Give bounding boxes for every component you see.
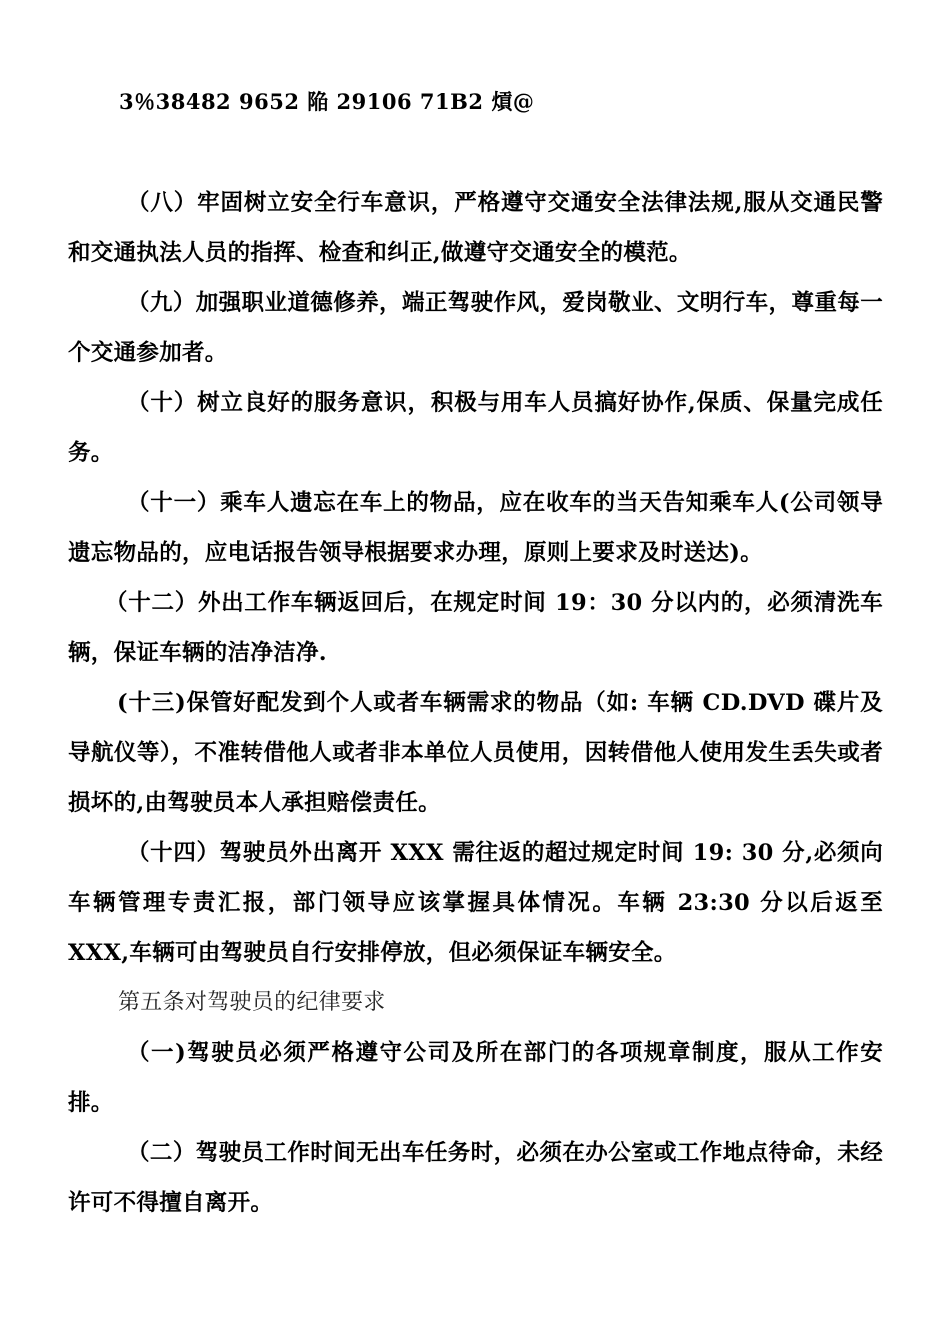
- paragraph-10: （十）树立良好的服务意识，积极与用车人员搞好协作,保质、保量完成任务。: [68, 390, 883, 466]
- header-code: 3％38482 9652 陥 29106 71B2 熕@: [119, 89, 535, 114]
- paragraph-9: （九）加强职业道德修养，端正驾驶作风，爱岗敬业、文明行车，尊重每一个交通参加者。: [68, 290, 883, 366]
- article-5-heading: 第五条对驾驶员的纪律要求: [118, 990, 386, 1015]
- document-body: [68, 178, 883, 1228]
- paragraph-13: (十三)保管好配发到个人或者车辆需求的物品（如: 车辆 CD.DVD 碟片及导航仪等），不准转借他人或者非本单位人员使用，因转借他人使用发生丢失或者损坏的,由驾驶员本人承担赔偿责任。: [68, 690, 883, 816]
- paragraph-8: （八）牢固树立安全行车意识，严格遵守交通安全法律法规,服从交通民警和交通执法人员的指挥、检查和纠正,做遵守交通安全的模范。: [68, 190, 883, 266]
- paragraph-11: （十一）乘车人遗忘在车上的物品，应在收车的当天告知乘车人(公司领导遗忘物品的，应电话报告领导根据要求办理，原则上要求及时送达)。: [68, 490, 883, 566]
- paragraph-12: （十二）外出工作车辆返回后，在规定时间 19：30 分以内的，必须清洗车辆，保证车辆的洁净洁净.: [68, 590, 883, 666]
- article-5-item-1: （一)驾驶员必须严格遵守公司及所在部门的各项规章制度，服从工作安排。: [68, 1040, 883, 1116]
- paragraph-14: （十四）驾驶员外出离开 XXX 需往返的超过规定时间 19: 30 分,必须向车辆管理专责汇报，部门领导应该掌握具体情况。车辆 23:30 分以后返至 XXX,车辆可由驾驶员自行安排停放，但必须保证车辆安全。: [68, 840, 883, 966]
- article-5-item-2: （二）驾驶员工作时间无出车任务时，必须在办公室或工作地点待命，未经许可不得擅自离开。: [68, 1140, 883, 1216]
